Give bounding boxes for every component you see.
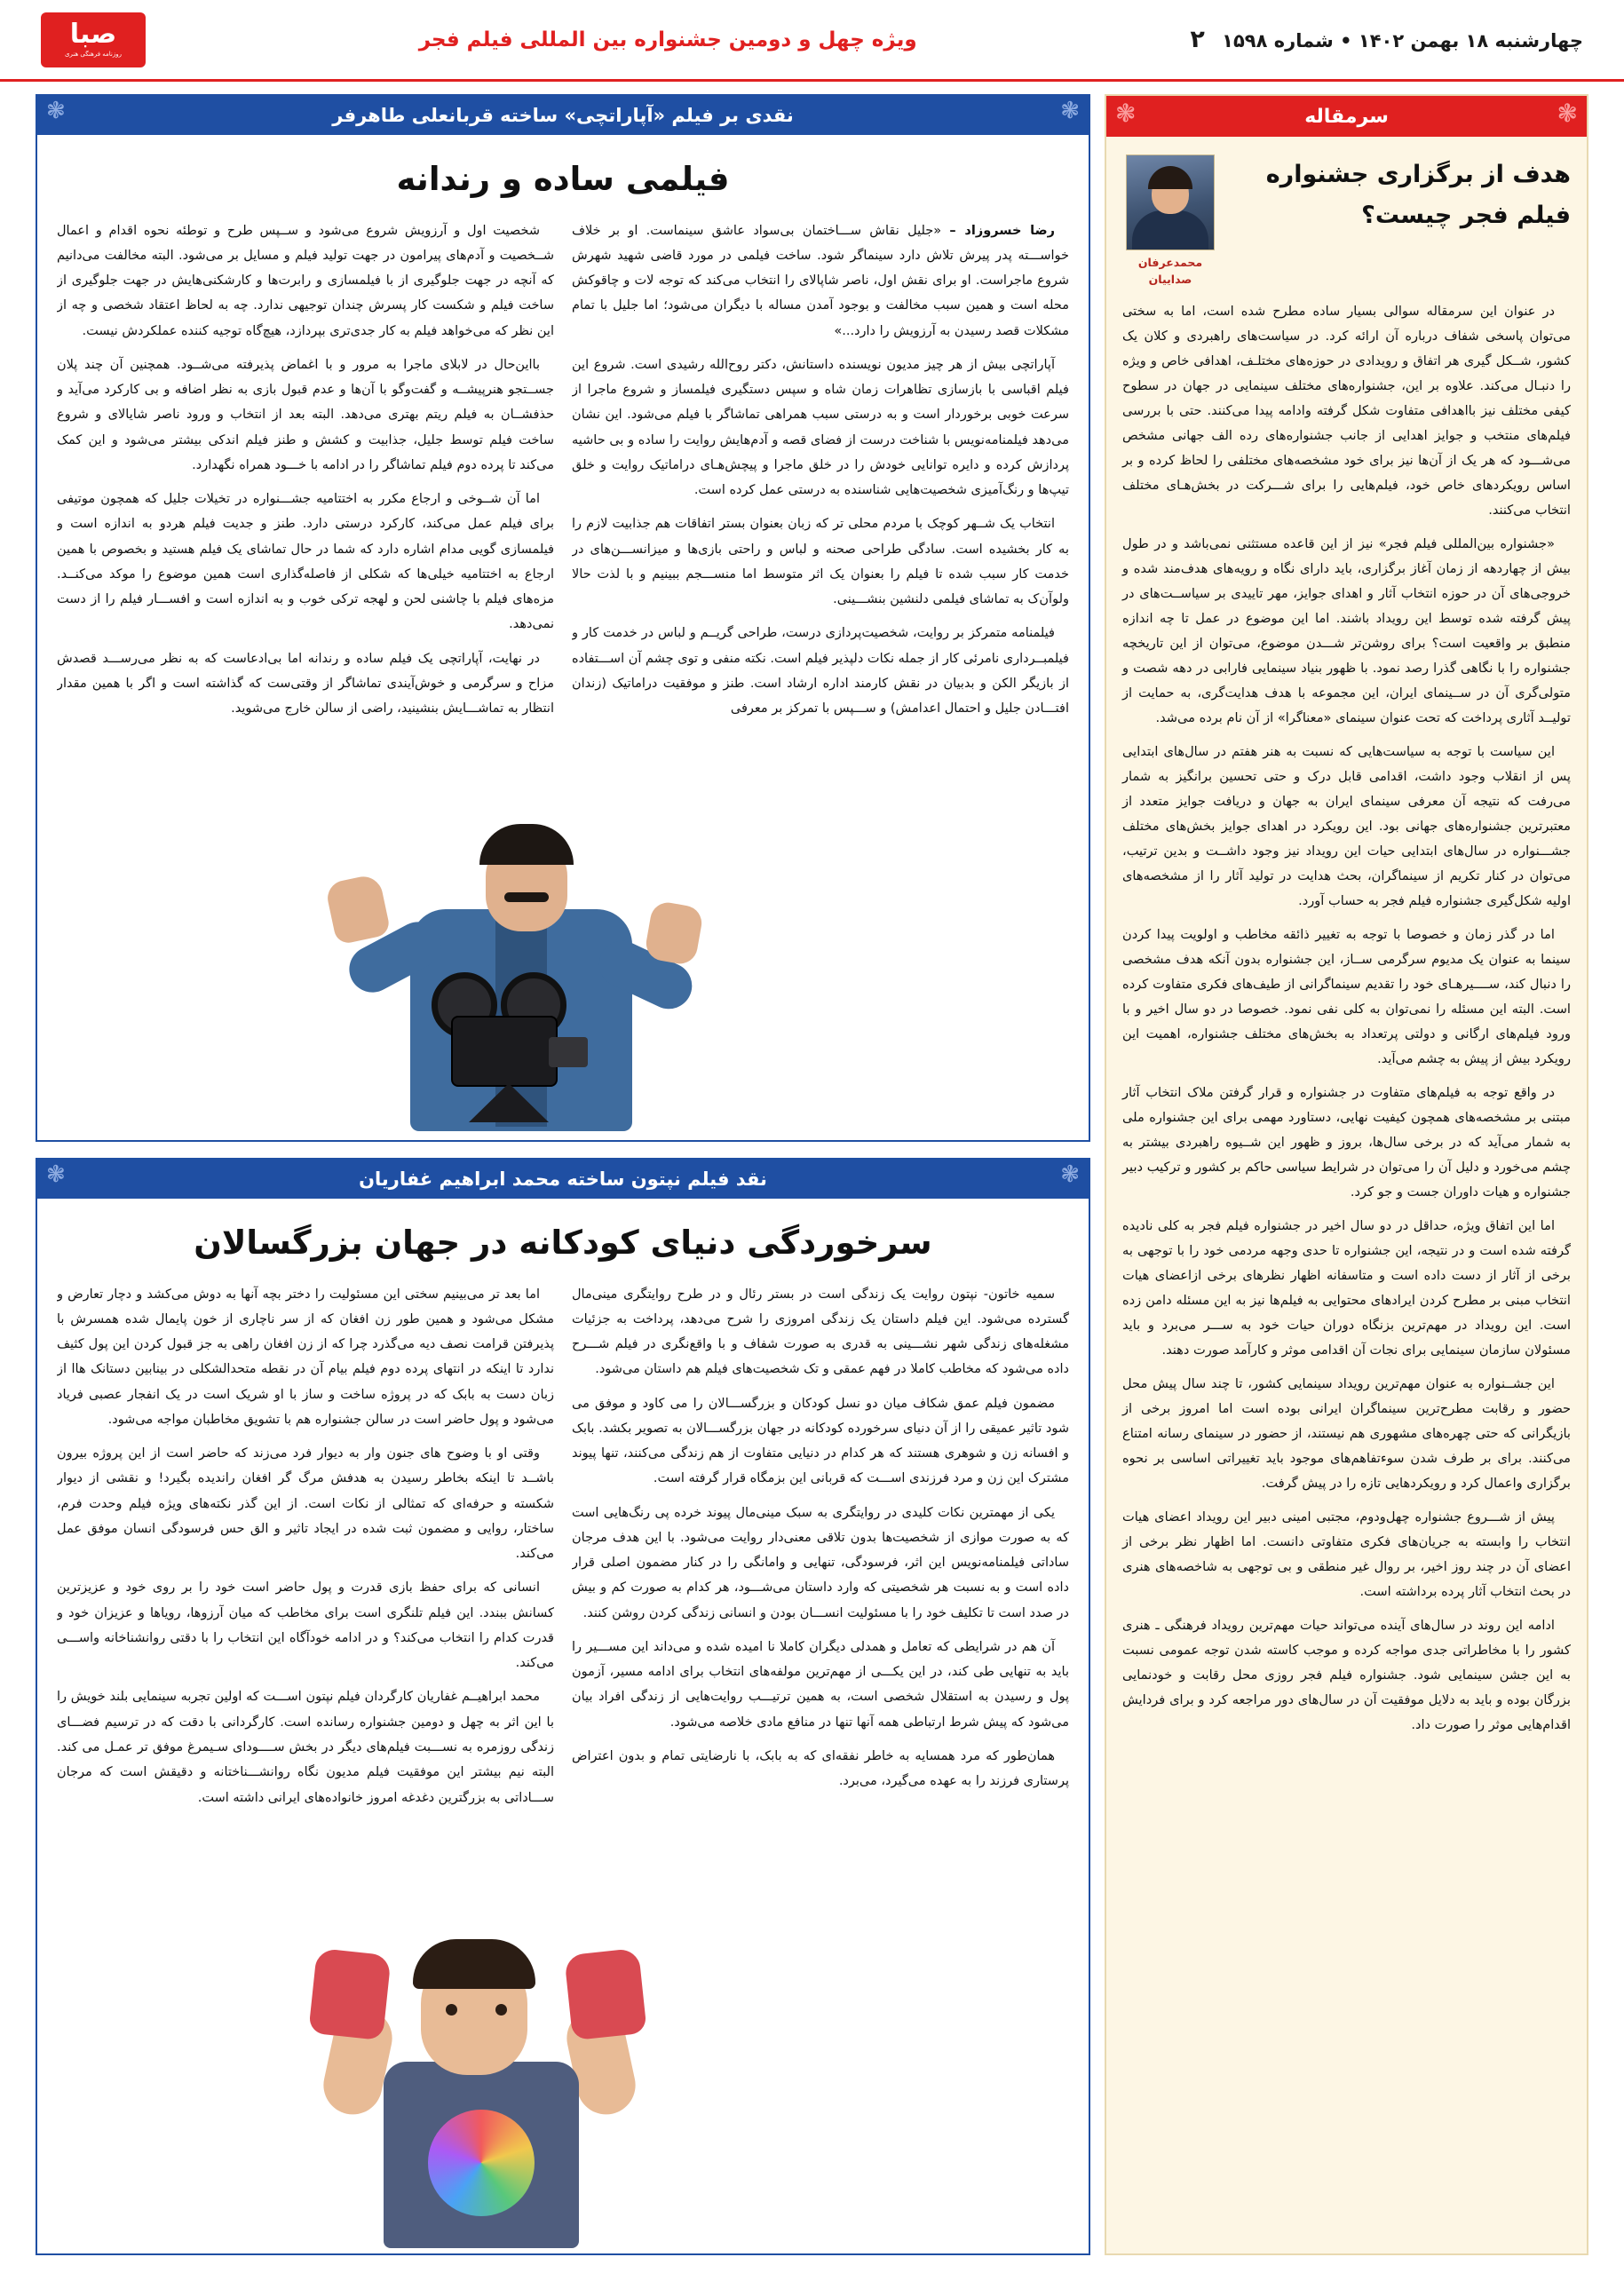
article-neptune — [36, 1158, 1090, 2255]
page-number: ۲ — [1190, 26, 1205, 53]
article1-title: فیلمی ساده و رندانه — [396, 160, 730, 198]
author-name: محمدعرفان صداییان — [1137, 256, 1203, 286]
editorial-paragraph: در عنوان این سرمقاله سوالی بسیار ساده مطرح شده است، اما به سختی می‌توان پاسخی شفاف درباره آن ارائه کرد. در سیاست‌های راهبردی و کلان یک کشور، شــکل گیری هر اتفاق و رویدادی در حوزه‌های مختلـف، اهدافی خاص و ویژه را دنبـال می‌کند. علاوه بر این، جشنواره‌های مختلف سینمایی در جهان در سطوح کیفی مختلف نیز بااهدافی متفاوت شکل گرفته وادامه پیدا می‌کنند. حتی با بررسی فیلم‌های منتخب و جوایز اهدایی از جانب جشنواره‌های رده الف جهانی مشخص می‌شـــود که هر یک از آن‌ها نیز برای خود مشخصه‌های مختلفی را لحاظ کرده و بر اساس رویکردهای خاص خود، فیلم‌هایی را برای شـــرکت در بخش‌هـای مختلف انتخاب می‌کنند. — [1122, 303, 1571, 518]
page-content — [0, 82, 1624, 2273]
masthead-special-title: ویژه چهل و دومین جشنواره بین المللی فیلم فجر — [418, 28, 917, 51]
article1-column-right — [57, 218, 554, 1125]
ornament-icon-right: ❃ — [1060, 1161, 1080, 1188]
article1-section-header — [37, 96, 1089, 135]
article1-paragraph: شخصیت اول و آرزویش شروع می‌شود و ســپس طرح و توطئه نحوه اقدام و اعمال شــخصیت و آدم‌های پیرامون در جهت تولید فیلم و مسایل بر می‌شود. البته مخالفت‌ می‌دانیم که آنچه در جهت جلوگیری از با فیلمسازی و رابرت‌ها و کارشکنی‌هایش در جهت جلوگیری از ساخت فیلم و شکست کار پسرش چندان توجیهی ندارد. چه به لحاظ اعتقاد شخصی و چه از این نظر که می‌خواهد فیلم به کار جدی‌تری بپردازد، هیچ‌گاه توجیه کننده عملکردش نیست. — [57, 223, 554, 338]
article2-paragraph: مضمون فیلم عمق شکاف میان دو نسل کودکان و بزرگســـالان را می کاود و موفق می شود تاثیر عمیقی را از آن دنیای سرخورده کودکانه در جهان بزرگســـالان به تصویر بکشد. بابک و افسانه زن و شوهری هستند که هر کدام در دنیایی متفاوت از هم زندگی می‌کنند، تنها پیوند مشترک این زن و مرد فرزندی اســـت که قربانی این بزمگاه قرار گرفته است. — [572, 1396, 1069, 1486]
logo-subtitle: روزنامه فرهنگی هنری — [64, 51, 123, 58]
article2-paragraph: انسانی که برای حفظ بازی قدرت و پول حاضر است خود را بر روی خود و عزیزترین کسانش ببندد. این فیلم تلنگری است برای مخاطب که میان آرزوها، رویاها و عزیزان خود و قدرت کدام را انتخاب می‌کند؟ و در ادامه خودآگاه این انتخاب را با دقتی روانشناخانه واســـی می‌کند. — [57, 1580, 554, 1671]
article1-byline: رضا خسروزاد – — [949, 223, 1055, 238]
article1-paragraph: انتخاب یک شــهر کوچک با مردم محلی تر که زبان بعنوان بستر اتفاقات هم جذابیت لازم را به کار بخشیده است. سادگی طراحی صحنه و لباس و راحتی بازی‌ها و میزانســـن‌های در خدمت کار سبب شده تا فیلم را بعنوان یک اثر متوسط اما منســـجم ببینیم و با لذت حالا ولوآن‌ک به تماشای فیلمی دلنشین بنشـــینی. — [572, 517, 1069, 607]
editorial-paragraph: اما این اتفاق ویژه، حداقل در دو سال اخیر در جشنواره فیلم فجر به کلی نادیده گرفته شده است و در نتیجه، این جشنواره تا حدی وجهه مردمی خود را با توجهی به برخی از آثار از دست داده است و متاسفانه اظهار نظرهای برخی ازاعضای هیات انتخاب مبنی بر مطرح کردن ایرادهای محتوایی به فیلم‌ها نیز به این مسئله دامن زده است. این رویداد در مهم‌ترین بزنگاه دوران حیات خود به ســـر می‌برد و باید مسئولان سازمان سینمایی برای نجات آن اقدامی موثر و کارآمد صورت دهند. — [1122, 1218, 1571, 1358]
article1-paragraph: اما آن شــوخی و ارجاع مکرر به اختتامیه جشـــنواره در تخیلات جلیل که همچون موتیفی برای فیلم عمل می‌کند، کارکرد درستی دارد. طنز و جدیت فیلم هردو به اندازه است و فیلمسازی گویی مدام اشاره دارد که شما در حال تماشای یک فیلم هستید و بخصوص با همین ارجاع به اختتامیه خیلی‌ها که شکلی از فاصله‌گذاری است همین موضوع را موکد می‌کنــد. مزه‌های فیلم با چاشنی لحن و لهجه ترکی خوب و به اندازه است و افســـار فیلم را از دست نمی‌دهد. — [57, 492, 554, 632]
editorial-header-block — [1106, 137, 1587, 294]
article2-paragraph: سمیه خاتون- نپتون روایت یک زندگی است در بستر رئال و در طرح روایتگری مینی‌مال گسترده می‌شود. این فیلم داستان یک زندگی امروزی را شرح می‌دهد، پرداخت به جزئیات مشغله‌های زندگی شهر نشـــینی به قدری به صورت شفاف و با واقع‌نگری در فیلم شـــرح داده می‌شود که مخاطب کاملا در فهم عمقی و تک شخصیت‌های فیلم هم داستان می‌شود. — [572, 1287, 1069, 1377]
ornament-icon-right: ❃ — [1060, 98, 1080, 124]
logo-wordmark: صبا — [69, 19, 117, 50]
masthead-date-issue — [1190, 26, 1583, 53]
article2-paragraph: آن هم در شرایطی که تعامل و همدلی دیگران کاملا نا امیده شده و می‌داند این مســـیر را باید به تنهایی طی کند، در این یکـــی از مهم‌ترین مولفه‌های انتخاب برای ادامه مسیر، آزمون پول و رسیدن به استقلال شخصی است، به همین ترتیـــب روایت‌هایی از زندگی افراد بیان می‌شود که پیش شرط ارتباطی همه آنها تنها در منافع مادی خلاصه می‌شود. — [572, 1639, 1069, 1730]
article2-paragraph: محمد ابراهیــم غفاریان کارگردان فیلم نپتون اســـت که اولین تجربه سینمایی بلند خویش را با این اثر به چهل و دومین جشنواره رسانده است. کارگردانی با دقت که در ترسیم فضـــای زندگی روزمره به نســـبت فیلم‌های دیگر در بخش ســــودای سـیمرغ موفق تر عمـل می کند. البته نیم بیشتر این موفقیت فیلم مدیون نگاه روانشـــناختانه و دقیقش است که مرجان ســـاداتی به بزرگترین دغدغه امروز خانواده‌های ایرانی داشته است. — [57, 1690, 554, 1805]
editorial-paragraph: این سیاست با توجه به سیاست‌هایی که نسبت به هنر هفتم در سال‌های ابتدایی پس از انقلاب وجود داشت، اقدامی قابل درک و حتی تحسین برانگیز به شمار می‌رفت که نتیجه آن معرفی سینمای ایران به جهان و دریافت جوایز متعدد از معتبرترین جشنواره‌های جهانی بود. این رویکرد در اهدای جوایز بخش‌های مختلف جشـــنواره در سال‌های ابتدایی حیات این رویداد نیز وجود داشــت و بدین ترتیب، می‌توان در کنار تکریم از سینماگران، بحث هدایت در تولید آثار را از مشخصه‌های اولیه شکل‌گیری جشنواره فیلم فجر به حساب آورد. — [1122, 743, 1571, 908]
article1-column-left — [572, 218, 1069, 1125]
article2-column-left — [572, 1282, 1069, 2238]
ornament-icon-left: ❃ — [46, 98, 66, 124]
editorial-title: هدف از برگزاری جشنواره فیلم فجر چیست؟ — [1265, 161, 1571, 229]
editorial-paragraph: در واقع توجه به فیلم‌های متفاوت در جشنواره و قرار گرفتن ملاک انتخاب آثار مبتنی بر مشخصه‌های همچون کیفیت نهایی، دستاورد مهمی برای این جشنواره ملی به شمار می‌آید که در برخی سال‌ها، بروز و ظهور این شــیوه راهبردی بیشتر به چشم می‌خورد و دلیل آن را می‌توان در شرایط سیاسی حاکم بر کشور و ترکیب دبیر جشنواره و هیات داوران جست و جو کرد. — [1122, 1084, 1571, 1200]
editorial-paragraph: اما در گذر زمان و خصوصا با توجه به تغییر ذائقه مخاطب و اولویت پیدا کردن سینما به عنوان یک مدیوم سرگرمی ســاز، این جشنواره بدون آنکه هدف مشخصی را دنبال کند، ســــیر‌هـای خود را تقدیم سینماگرانی از طیف‌های فکری متفاوت کرده است. البته این مسئله را نمی‌توان به کلی نفی نمود. خصوصا در دو سال اخیر و با ورود فیلم‌های ارگانی و دولتی پرتعداد به بخش‌های مختلف جشنواره، اهمیت این رویکرد بیش از پیش به چشم می‌آید. — [1122, 926, 1571, 1066]
author-photo — [1126, 154, 1215, 250]
article1-paragraph: «جلیل نقاش ســـاختمان بی‌سواد عاشق سینماست. او بر خلاف خواســـته پدر پیرش تلاش دارد سینماگر شود. ساخت فیلمی در مورد قاضی شهید شهرش شروع ماجراست. او برای نقش اول، ناصر شاپالای را انتخاب می‌کند که توجه لات و چاقوکش محله است و همین سبب مخالفت و بوجود آمدن مساله با دیگران می‌شود؛ اما جلیل با تمام مشکلات قصد رسیدن به آرزویش را دارد...» — [572, 223, 1069, 338]
editorial-section-label: سرمقاله — [1304, 105, 1389, 128]
article2-paragraph: وقتی او با وضوح های جنون وار به دیوار فرد می‌زند که حاضر است از این پروژه بیرون باشــد تا اینکه بخاطر رسیدن به هدفش مرگ گر افغان راندیده بگیرد! و نقشی از دیوار شکسته و حرفه‌ای که تمثالی از نکات است. از این گذر نکته‌های ویژه فیلم وحدت فرم، ساختار، روایی و مضمون ثبت شده در ایجاد تاثیر و الق حس فرسودگی انسان موفق عمل می‌کند. — [57, 1446, 554, 1562]
article-aparatchi — [36, 94, 1090, 1142]
masthead — [0, 0, 1624, 82]
article1-columns — [37, 218, 1089, 1141]
editorial-paragraph: ادامه این روند در سال‌های آینده می‌تواند حیات مهم‌ترین رویداد فرهنگی ـ هنری کشور را با مخاطراتی جدی مواجه کرده و موجب کاسته شدن توجه عمومی نسبت به این جشن سینمایی شود. جشنواره فیلم فجر روزی محل رقابت و خودنمایی بزرگان بوده و باید به دلایل موفقیت آن در سال‌های دور مراجعه کرد و برای فردایش اقدام‌هایی موثر را صورت داد. — [1122, 1618, 1571, 1733]
main-column — [36, 94, 1090, 2255]
editorial-paragraph: این جشــنواره به عنوان مهم‌ترین رویداد سینمایی کشور، تا چند سال پیش محل حضور و رقابت مطرح‌ترین سینماگران ایرانی بوده است اما امروز برخی از بازیگرانی که حتی چهره‌های مشهوری هم نیستند، از حضور در سینمای رسانه امتناع می‌کنند. برای بر طرف شدن سوءتفاهم‌های موجود باید تغییراتی اساسی بر نحوه برگزاری واعمال کرد و رویکردهایی تازه را در پیش گرفت. — [1122, 1376, 1571, 1492]
article2-paragraph: همان‌طور که مرد همسایه به خاطر نفقه‌ای که به بابک، با نارضایتی تمام و بدون اعتراض پرستاری فرزند را به عهده می‌گیرد، می‌برد. — [572, 1749, 1069, 1789]
article2-paragraph: اما بعد تر می‌بینیم سختی این مسئولیت را دختر بچه آنها به دوش می‌کشد و دچار تعارض و مشکل می‌شود و همین طور زن افغان که از سر ناچاری از خون پایمال شده همسرش با پذیرفتن قرامت نصف دیه می‌گذرد چرا که از زن افغان راهی به جز قبول کردن این پول کثیف ندارد تا اینکه در انتهای پرده دوم فیلم بیام آن در نقطه متحدالشکلی در بینابین دستانک هاا از زبان دست به بابک که در پروژه ساخت و ساز با او شریک است در یک انفجار عصبی فریاد می‌شود و پول حاضر است در سالن جشنواره هم با تشویق مخاطبان مواجه می‌شود. — [57, 1287, 554, 1427]
ornament-icon-left: ❃ — [46, 1161, 66, 1188]
article1-section-label: نقدی بر فیلم «آپاراتچی» ساخته قربانعلی طاهرفر — [332, 105, 794, 126]
editorial-author — [1122, 154, 1218, 289]
article1-paragraph: فیلمنامه متمرکز بر روایت، شخصیت‌پردازی درست، طراحی گریــم و لباس در خدمت کار و فیلمبــرداری نامرئی کار از جمله نکات دلپذیر فیلم است. نکته منفی و توی چشم آن اســـتفاده از بازیگر الکن و بدبیان در نقش کارمند اداره ارشاد است. طنز و موفقیت دراماتیک (زندان افتـــادن جلیل و احتمال اعدامش) و ســـپس با تمرکز بر معرفی — [572, 626, 1069, 717]
article2-title: سرخوردگی دنیای کودکانه در جهان بزرگسالان — [194, 1224, 932, 1262]
editorial-column — [1105, 94, 1588, 2255]
article2-section-header — [37, 1160, 1089, 1199]
issue-date-text: چهارشنبه ۱۸ بهمن ۱۴۰۲ • شماره ۱۵۹۸ — [1222, 30, 1583, 51]
article2-columns — [37, 1282, 1089, 2254]
article2-section-label: نقد فیلم نپتون ساخته محمد ابراهیم غفاریان — [359, 1168, 767, 1190]
article1-paragraph: در نهایت، آپاراتچی یک فیلم ساده و رندانه اما بی‌ادعاست که به نظر می‌رســـد قصدش مزاح و سرگرمی و خوش‌آیندی تماشاگر از وقتی‌ست که گذاشته است و اگر با همین مقدار انتظار به تماشـــایش بنشینید، راضی از سالن خارج می‌شوید. — [57, 651, 554, 717]
ornament-icon-left: ❃ — [1115, 99, 1137, 128]
editorial-section-header — [1106, 96, 1587, 137]
article2-column-right — [57, 1282, 554, 2238]
editorial-paragraph: پیش از شـــروع جشنواره چهل‌ودوم، مجتبی امینی دبیر این رویداد اعضای هیات انتخاب را وابسته به جریان‌های فکری متفاوتی دانست. اما اظهار نظر برخی از اعضای آن در چند روز اخیر، بر روال غیر منطقی و بی توجهی به شاخصه‌های هنری در بحث انتخاب آثار پرده برداشته است. — [1122, 1509, 1571, 1600]
article1-lead — [572, 218, 1069, 344]
author-photo-hair — [1148, 166, 1192, 189]
article1-paragraph: بااین‌حال در لابلای ماجرا به مرور و با اغماض پذیرفته می‌شــود. همچنین آن چند پلان جســتجو هنرپیشــه و گفت‌وگو با آن‌ها و عدم قبول بازی به نظر اضافه و بی کارکرد می‌آید و حذفشــان به فیلم ریتم بهتری می‌دهد. البته بعد از انتخاب و ورود ناصر شایالای و شروع ساخت فیلم توسط جلیل، جذابیت و کشش و طنز فیلم اندکی بیشتر می‌شود و این کمک می‌کند تا پرده دوم فیلم تماشاگر را در ادامه با خـــود همراه نگهدارد. — [57, 357, 554, 472]
article1-paragraph: آپاراتچی بیش از هر چیز مدیون نویسنده داستانش، دکتر روح‌الله رشیدی است. شروع این فیلم اقباسی با بازسازی تظاهرات زمان شاه و سپس دستگیری فیلمساز و شروع ماجرا از سرعت خوبی برخوردار است و به درستی سبب همراهی تماشاگر با فیلم می‌شود. این نشان می‌دهد فیلمنامه‌نویس با شناخت درست از فضای قصه و آدم‌هایش روایت را ساده و بی حاشیه پردازش کرده و دایره توانایی خودش را در خلق ماجرا و پیچش‌هـای دراماتیک روایت و خلق تیپ‌ها و رنگ‌آمیزی شخصیت‌هایی شناسنده به درستی عمل کرده است. — [572, 357, 1069, 498]
editorial-paragraph: «جشنواره بین‌المللی فیلم فجر» نیز از این قاعده مستثنی نمی‌باشد و در طول بیش از چهاردهه از زمان آغاز برگزاری، باید دارای نگاه و رویه‌های هدف‌مند شده و خروجی‌های آن در حوزه انتخاب آثار و اهدای جوایز، مهر تاییدی بر سیاســت‌های در پیش گرفته شده توسط این رویداد باشند. اما این موضوع در عمل تا چه اندازه منطبق بر واقعیت است؟ برای روشن‌تر شـــدن موضوع، می‌توان از این تاریخچه جشنواره را با نگاهی گذرا رصد نمود. با ظهور بنیاد سینمایی فارابی در دهه شصت و متولی‌گری آن در ســینمای ایران، این مجموعه با هدف هدایت‌گری، به حمایت از تولیــد آثاری پرداخت که تحت عنوان سینمای «معناگرا» از آن نام برده می‌شد. — [1122, 535, 1571, 725]
article2-paragraph: یکی از مهمترین نکات کلیدی در روایتگری به سبک مینی‌مال پیوند خرده پی رنگ‌هایی است که به صورت موازی از شخصیت‌ها بدون تلاقی معنی‌دار روایت می‌شود. با این هدف مرجان ساداتی فیلمنامه‌نویس این اثر، فرسودگی، تنهایی و وامانگی را در کنار مضمون اصلی قرار داده است و به نسبت هر شخصیتی که وارد داستان می‌شـــود، هر کدام به صورت کم و بیش در صدد است تا تکلیف خود را با مسئولیت انســـان بودن و انسانی زندگی کردن روشن کنند. — [572, 1505, 1069, 1620]
editorial-body — [1106, 294, 1587, 2254]
ornament-icon-right: ❃ — [1557, 99, 1578, 128]
newspaper-logo — [41, 12, 146, 67]
author-photo-body — [1132, 210, 1208, 249]
